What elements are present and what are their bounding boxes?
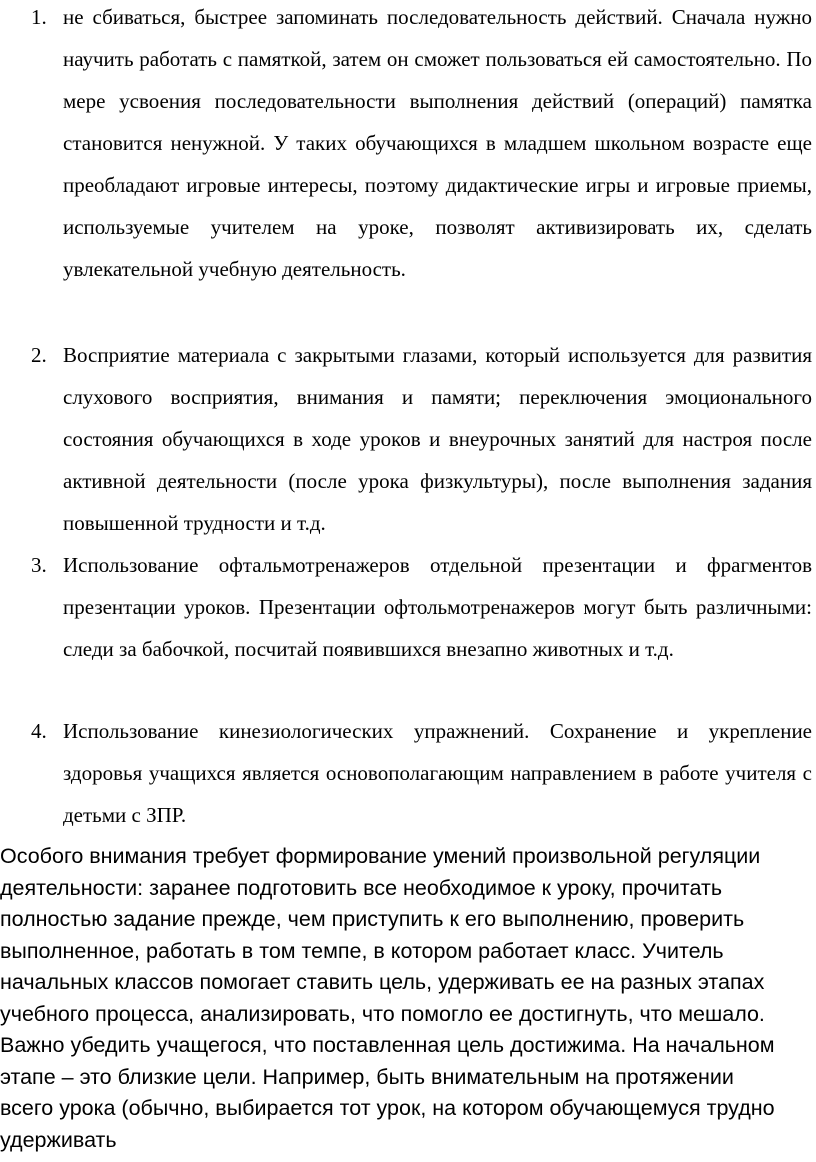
list-item-text: Восприятие материала с закрытыми глазами, который используется для развития слухового восприятия, внимания и памяти; переключения эмоционального состояния обучающихся в ходе уроков и внеурочных занятий для настроя после активной деятельности (после урока физкультуры), после выполнения задания повышенной трудности и т.д. — [63, 343, 812, 535]
list-item-number: 3. — [31, 553, 47, 577]
list-item-text: Использование кинезиологических упражнений. Сохранение и укрепление здоровья учащихся является основополагающим направлением в работе учителя с детьми с ЗПР. — [63, 719, 812, 827]
list-item — [0, 544, 816, 712]
list-item — [0, 0, 816, 332]
list-item-text: Использование офтальмотренажеров отдельной презентации и фрагментов презентации уроков. Презентации офтольмотренажеров могут быть различными: следи за бабочкой, посчитай появившихся внезапно животных и т.д. — [63, 553, 812, 661]
list-item — [0, 710, 816, 836]
body-paragraph: Особого внимания требует формирование умений произвольной регуляции деятельности: заранее подготовить все необходимое к уроку, прочитать полностью задание прежде, чем приступить к его выполнению, проверить выполненное, работать в том темпе, в котором работает класс. Учитель начальных классов помогает ставить цель, удерживать ее на разных этапах учебного процесса, анализировать, что помогло ее достигнуть, что мешало. Важно убедить учащегося, что поставленная цель достижима. На начальном этапе – это близкие цели. Например, быть внимательным на протяжении всего урока (обычно, выбирается тот урок, на котором обучающемуся трудно удерживать — [0, 844, 775, 1152]
list-item-text: не сбиваться, быстрее запоминать последовательность действий. Сначала нужно научить работать с памяткой, затем он сможет пользоваться ей самостоятельно. По мере усвоения последовательности выполнения действий (операций) памятка становится ненужной. У таких обучающихся в младшем школьном возрасте еще преобладают игровые интересы, поэтому дидактические игры и игровые приемы, используемые учителем на уроке, позволят активизировать их, сделать увлекательной учебную деятельность. — [63, 5, 812, 281]
list-item — [0, 334, 816, 544]
list-item-number: 1. — [31, 5, 47, 29]
list-item-number: 4. — [31, 719, 47, 743]
list-item-number: 2. — [31, 343, 47, 367]
